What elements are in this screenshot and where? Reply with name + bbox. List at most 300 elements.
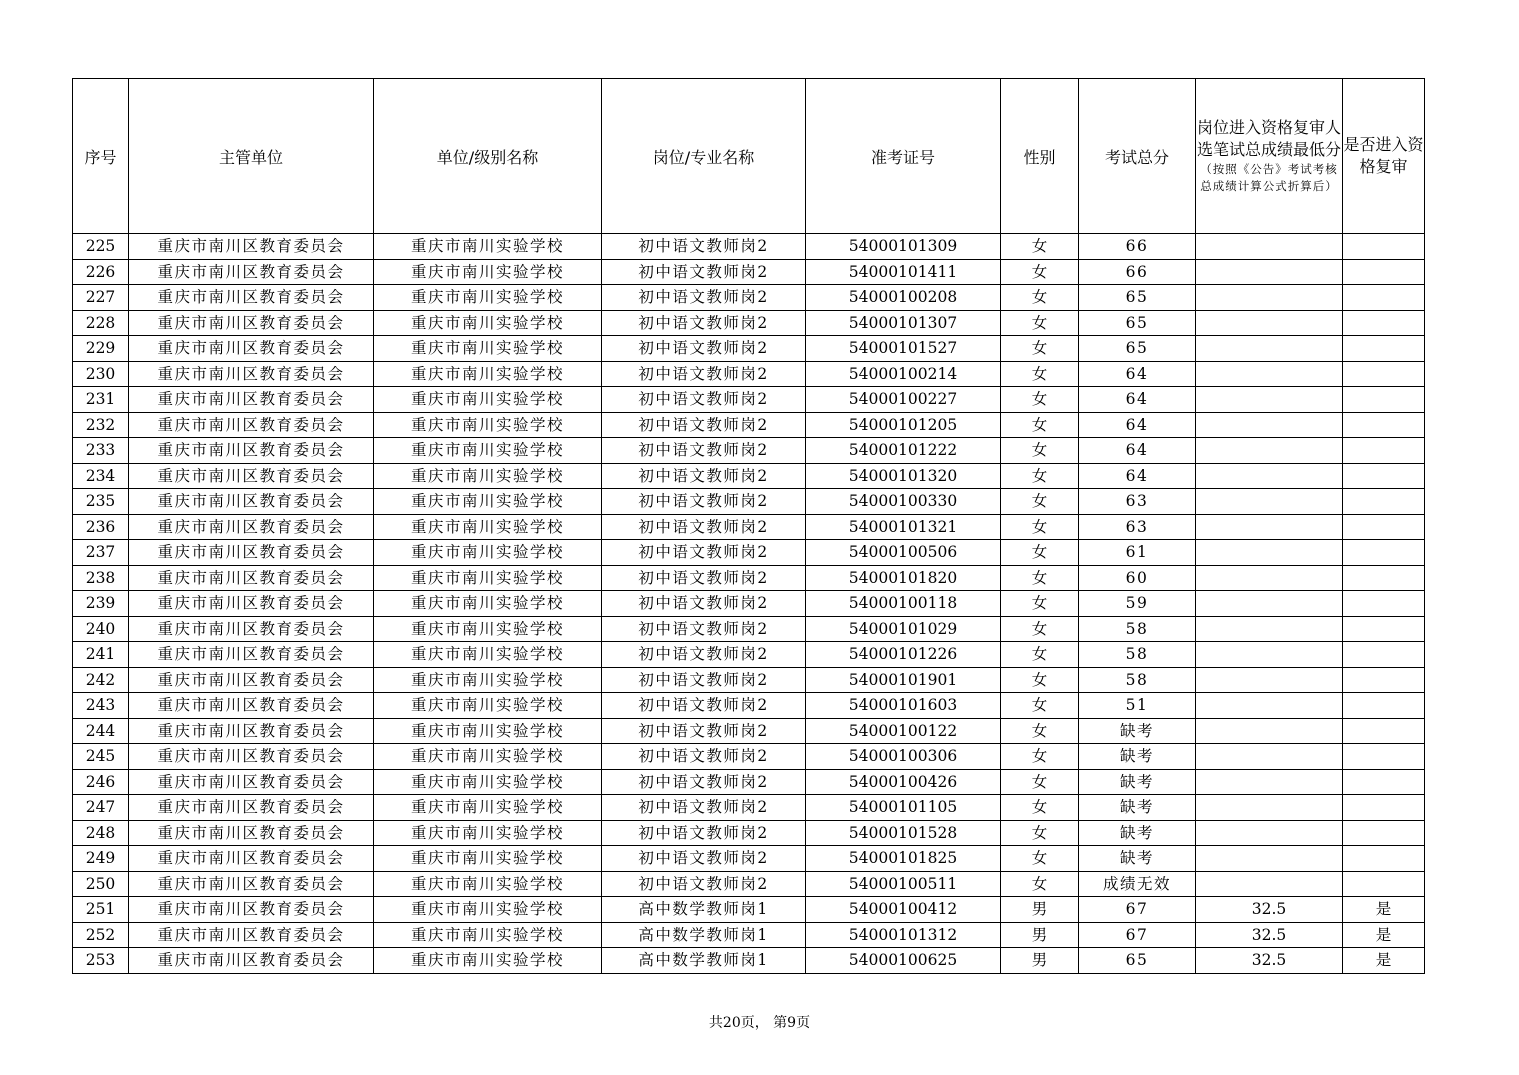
- cell-post: 初中语文教师岗2: [602, 565, 806, 591]
- cell-gender: 女: [1001, 489, 1079, 515]
- cell-score: 64: [1079, 438, 1196, 464]
- cell-post: 初中语文教师岗2: [602, 412, 806, 438]
- cell-gender: 女: [1001, 871, 1079, 897]
- cell-dept: 重庆市南川区教育委员会: [129, 438, 374, 464]
- cell-unit: 重庆市南川实验学校: [374, 718, 602, 744]
- table-row: [73, 693, 1425, 719]
- cell-min-score: [1196, 514, 1343, 540]
- cell-gender: 女: [1001, 667, 1079, 693]
- cell-seq: 244: [73, 718, 129, 744]
- cell-min-score: [1196, 616, 1343, 642]
- table-row: [73, 667, 1425, 693]
- cell-gender: 女: [1001, 285, 1079, 311]
- cell-unit: 重庆市南川实验学校: [374, 744, 602, 770]
- cell-dept: 重庆市南川区教育委员会: [129, 693, 374, 719]
- cell-enter: [1343, 463, 1425, 489]
- cell-gender: 女: [1001, 795, 1079, 821]
- cell-enter: [1343, 616, 1425, 642]
- cell-score: 缺考: [1079, 769, 1196, 795]
- cell-seq: 231: [73, 387, 129, 413]
- table-row: [73, 310, 1425, 336]
- cell-unit: 重庆市南川实验学校: [374, 565, 602, 591]
- cell-min-score: [1196, 565, 1343, 591]
- cell-dept: 重庆市南川区教育委员会: [129, 489, 374, 515]
- cell-dept: 重庆市南川区教育委员会: [129, 234, 374, 260]
- cell-gender: 女: [1001, 565, 1079, 591]
- cell-dept: 重庆市南川区教育委员会: [129, 846, 374, 872]
- cell-enter: [1343, 667, 1425, 693]
- cell-score: 58: [1079, 642, 1196, 668]
- table-row: [73, 642, 1425, 668]
- cell-seq: 226: [73, 259, 129, 285]
- table-row: [73, 616, 1425, 642]
- table-row: [73, 795, 1425, 821]
- cell-post: 初中语文教师岗2: [602, 438, 806, 464]
- cell-ticket: 54000101309: [806, 234, 1001, 260]
- cell-ticket: 54000101307: [806, 310, 1001, 336]
- table-row: [73, 361, 1425, 387]
- cell-post: 初中语文教师岗2: [602, 463, 806, 489]
- cell-post: 初中语文教师岗2: [602, 769, 806, 795]
- cell-enter: [1343, 591, 1425, 617]
- cell-post: 初中语文教师岗2: [602, 310, 806, 336]
- cell-post: 高中数学教师岗1: [602, 897, 806, 923]
- cell-score: 59: [1079, 591, 1196, 617]
- table-row: [73, 591, 1425, 617]
- cell-min-score: [1196, 361, 1343, 387]
- cell-seq: 233: [73, 438, 129, 464]
- table-row: [73, 540, 1425, 566]
- table-row: [73, 387, 1425, 413]
- cell-enter: [1343, 642, 1425, 668]
- cell-min-score: [1196, 387, 1343, 413]
- cell-seq: 236: [73, 514, 129, 540]
- cell-min-score: [1196, 693, 1343, 719]
- table-row: [73, 438, 1425, 464]
- cell-min-score: [1196, 871, 1343, 897]
- cell-post: 高中数学教师岗1: [602, 948, 806, 974]
- cell-min-score: [1196, 438, 1343, 464]
- cell-score: 64: [1079, 412, 1196, 438]
- cell-score: 58: [1079, 616, 1196, 642]
- header-row: [73, 79, 1425, 234]
- cell-score: 缺考: [1079, 846, 1196, 872]
- cell-score: 缺考: [1079, 795, 1196, 821]
- cell-seq: 243: [73, 693, 129, 719]
- cell-post: 初中语文教师岗2: [602, 259, 806, 285]
- cell-ticket: 54000101901: [806, 667, 1001, 693]
- cell-dept: 重庆市南川区教育委员会: [129, 310, 374, 336]
- cell-enter: [1343, 310, 1425, 336]
- cell-score: 67: [1079, 922, 1196, 948]
- cell-score: 51: [1079, 693, 1196, 719]
- cell-dept: 重庆市南川区教育委员会: [129, 463, 374, 489]
- cell-post: 初中语文教师岗2: [602, 846, 806, 872]
- cell-seq: 239: [73, 591, 129, 617]
- cell-dept: 重庆市南川区教育委员会: [129, 591, 374, 617]
- cell-unit: 重庆市南川实验学校: [374, 361, 602, 387]
- cell-score: 61: [1079, 540, 1196, 566]
- cell-dept: 重庆市南川区教育委员会: [129, 387, 374, 413]
- cell-min-score: [1196, 259, 1343, 285]
- cell-post: 初中语文教师岗2: [602, 285, 806, 311]
- cell-enter: [1343, 820, 1425, 846]
- cell-dept: 重庆市南川区教育委员会: [129, 285, 374, 311]
- cell-min-score: [1196, 846, 1343, 872]
- table-row: [73, 412, 1425, 438]
- cell-ticket: 54000101528: [806, 820, 1001, 846]
- cell-unit: 重庆市南川实验学校: [374, 616, 602, 642]
- cell-gender: 女: [1001, 846, 1079, 872]
- cell-ticket: 54000100122: [806, 718, 1001, 744]
- cell-dept: 重庆市南川区教育委员会: [129, 616, 374, 642]
- table-row: [73, 744, 1425, 770]
- table-row: [73, 769, 1425, 795]
- cell-seq: 245: [73, 744, 129, 770]
- cell-post: 初中语文教师岗2: [602, 871, 806, 897]
- cell-unit: 重庆市南川实验学校: [374, 412, 602, 438]
- cell-unit: 重庆市南川实验学校: [374, 438, 602, 464]
- table-row: [73, 948, 1425, 974]
- cell-dept: 重庆市南川区教育委员会: [129, 514, 374, 540]
- cell-post: 初中语文教师岗2: [602, 234, 806, 260]
- cell-dept: 重庆市南川区教育委员会: [129, 744, 374, 770]
- cell-ticket: 54000101312: [806, 922, 1001, 948]
- header-unit: 单位/级别名称: [374, 79, 602, 234]
- cell-seq: 251: [73, 897, 129, 923]
- cell-seq: 249: [73, 846, 129, 872]
- cell-seq: 253: [73, 948, 129, 974]
- cell-gender: 女: [1001, 387, 1079, 413]
- cell-dept: 重庆市南川区教育委员会: [129, 565, 374, 591]
- cell-enter: [1343, 846, 1425, 872]
- cell-ticket: 54000101603: [806, 693, 1001, 719]
- cell-min-score: [1196, 718, 1343, 744]
- cell-ticket: 54000100214: [806, 361, 1001, 387]
- cell-enter: 是: [1343, 897, 1425, 923]
- cell-dept: 重庆市南川区教育委员会: [129, 361, 374, 387]
- cell-enter: [1343, 285, 1425, 311]
- table-row: [73, 820, 1425, 846]
- cell-min-score: [1196, 285, 1343, 311]
- cell-post: 初中语文教师岗2: [602, 718, 806, 744]
- cell-gender: 女: [1001, 540, 1079, 566]
- cell-min-score: [1196, 591, 1343, 617]
- cell-min-score: [1196, 642, 1343, 668]
- cell-dept: 重庆市南川区教育委员会: [129, 871, 374, 897]
- cell-gender: 女: [1001, 744, 1079, 770]
- cell-enter: [1343, 795, 1425, 821]
- cell-seq: 228: [73, 310, 129, 336]
- cell-gender: 女: [1001, 336, 1079, 362]
- cell-gender: 女: [1001, 310, 1079, 336]
- table-row: [73, 285, 1425, 311]
- cell-post: 初中语文教师岗2: [602, 642, 806, 668]
- cell-gender: 女: [1001, 820, 1079, 846]
- table-row: [73, 922, 1425, 948]
- cell-unit: 重庆市南川实验学校: [374, 795, 602, 821]
- cell-post: 初中语文教师岗2: [602, 387, 806, 413]
- page-footer: 共20页， 第9页: [708, 1015, 811, 1031]
- cell-ticket: 54000100330: [806, 489, 1001, 515]
- cell-post: 初中语文教师岗2: [602, 540, 806, 566]
- cell-enter: [1343, 693, 1425, 719]
- cell-min-score: 32.5: [1196, 948, 1343, 974]
- cell-enter: [1343, 744, 1425, 770]
- cell-ticket: 54000101321: [806, 514, 1001, 540]
- cell-score: 65: [1079, 336, 1196, 362]
- cell-score: 66: [1079, 259, 1196, 285]
- header-enter: 是否进入资格复审: [1343, 79, 1425, 234]
- cell-unit: 重庆市南川实验学校: [374, 310, 602, 336]
- cell-score: 67: [1079, 897, 1196, 923]
- cell-enter: [1343, 387, 1425, 413]
- cell-unit: 重庆市南川实验学校: [374, 591, 602, 617]
- score-table: [72, 78, 1425, 974]
- cell-score: 65: [1079, 948, 1196, 974]
- cell-dept: 重庆市南川区教育委员会: [129, 795, 374, 821]
- cell-gender: 女: [1001, 642, 1079, 668]
- cell-unit: 重庆市南川实验学校: [374, 489, 602, 515]
- cell-unit: 重庆市南川实验学校: [374, 820, 602, 846]
- cell-post: 初中语文教师岗2: [602, 693, 806, 719]
- cell-post: 初中语文教师岗2: [602, 744, 806, 770]
- cell-seq: 250: [73, 871, 129, 897]
- cell-enter: [1343, 489, 1425, 515]
- cell-min-score: 32.5: [1196, 897, 1343, 923]
- cell-seq: 232: [73, 412, 129, 438]
- cell-enter: [1343, 540, 1425, 566]
- cell-unit: 重庆市南川实验学校: [374, 514, 602, 540]
- cell-unit: 重庆市南川实验学校: [374, 846, 602, 872]
- cell-unit: 重庆市南川实验学校: [374, 259, 602, 285]
- cell-ticket: 54000101226: [806, 642, 1001, 668]
- cell-score: 65: [1079, 310, 1196, 336]
- table-row: [73, 463, 1425, 489]
- cell-ticket: 54000100118: [806, 591, 1001, 617]
- cell-enter: [1343, 412, 1425, 438]
- cell-dept: 重庆市南川区教育委员会: [129, 718, 374, 744]
- cell-enter: [1343, 234, 1425, 260]
- cell-enter: [1343, 565, 1425, 591]
- cell-seq: 235: [73, 489, 129, 515]
- cell-gender: 女: [1001, 234, 1079, 260]
- cell-unit: 重庆市南川实验学校: [374, 948, 602, 974]
- cell-enter: [1343, 769, 1425, 795]
- header-post: 岗位/专业名称: [602, 79, 806, 234]
- cell-ticket: 54000100426: [806, 769, 1001, 795]
- cell-dept: 重庆市南川区教育委员会: [129, 948, 374, 974]
- header-dept: 主管单位: [129, 79, 374, 234]
- cell-score: 缺考: [1079, 820, 1196, 846]
- cell-ticket: 54000101825: [806, 846, 1001, 872]
- header-gender: 性别: [1001, 79, 1079, 234]
- cell-ticket: 54000100511: [806, 871, 1001, 897]
- cell-enter: [1343, 718, 1425, 744]
- cell-min-score: [1196, 310, 1343, 336]
- cell-ticket: 54000100412: [806, 897, 1001, 923]
- cell-post: 初中语文教师岗2: [602, 514, 806, 540]
- cell-post: 高中数学教师岗1: [602, 922, 806, 948]
- cell-score: 63: [1079, 514, 1196, 540]
- cell-ticket: 54000101320: [806, 463, 1001, 489]
- cell-seq: 242: [73, 667, 129, 693]
- cell-score: 63: [1079, 489, 1196, 515]
- cell-gender: 女: [1001, 769, 1079, 795]
- cell-min-score: [1196, 795, 1343, 821]
- header-min-score: [1196, 79, 1343, 234]
- cell-gender: 女: [1001, 438, 1079, 464]
- cell-unit: 重庆市南川实验学校: [374, 285, 602, 311]
- table-row: [73, 718, 1425, 744]
- cell-dept: 重庆市南川区教育委员会: [129, 642, 374, 668]
- cell-score: 65: [1079, 285, 1196, 311]
- cell-enter: 是: [1343, 922, 1425, 948]
- table-row: [73, 234, 1425, 260]
- table-row: [73, 259, 1425, 285]
- cell-gender: 女: [1001, 463, 1079, 489]
- cell-dept: 重庆市南川区教育委员会: [129, 922, 374, 948]
- cell-ticket: 54000101527: [806, 336, 1001, 362]
- table-row: [73, 514, 1425, 540]
- cell-enter: [1343, 259, 1425, 285]
- cell-min-score: [1196, 744, 1343, 770]
- cell-post: 初中语文教师岗2: [602, 336, 806, 362]
- cell-score: 64: [1079, 463, 1196, 489]
- cell-post: 初中语文教师岗2: [602, 591, 806, 617]
- cell-unit: 重庆市南川实验学校: [374, 769, 602, 795]
- cell-seq: 247: [73, 795, 129, 821]
- header-score: 考试总分: [1079, 79, 1196, 234]
- cell-gender: 女: [1001, 412, 1079, 438]
- header-min-score-note: （按照《公告》考试考核总成绩计算公式折算后）: [1200, 162, 1338, 193]
- table-row: [73, 489, 1425, 515]
- cell-ticket: 54000101029: [806, 616, 1001, 642]
- table-row: [73, 871, 1425, 897]
- cell-unit: 重庆市南川实验学校: [374, 234, 602, 260]
- cell-gender: 男: [1001, 948, 1079, 974]
- cell-min-score: [1196, 769, 1343, 795]
- header-min-score-title: 岗位进入资格复审人选笔试总成绩最低分: [1196, 118, 1341, 159]
- cell-min-score: [1196, 336, 1343, 362]
- cell-seq: 240: [73, 616, 129, 642]
- cell-score: 成绩无效: [1079, 871, 1196, 897]
- cell-gender: 女: [1001, 616, 1079, 642]
- cell-min-score: 32.5: [1196, 922, 1343, 948]
- cell-unit: 重庆市南川实验学校: [374, 336, 602, 362]
- cell-unit: 重庆市南川实验学校: [374, 897, 602, 923]
- cell-seq: 237: [73, 540, 129, 566]
- cell-unit: 重庆市南川实验学校: [374, 387, 602, 413]
- cell-enter: [1343, 514, 1425, 540]
- cell-min-score: [1196, 489, 1343, 515]
- cell-seq: 234: [73, 463, 129, 489]
- cell-dept: 重庆市南川区教育委员会: [129, 336, 374, 362]
- cell-gender: 男: [1001, 922, 1079, 948]
- cell-seq: 241: [73, 642, 129, 668]
- cell-gender: 女: [1001, 591, 1079, 617]
- cell-min-score: [1196, 667, 1343, 693]
- cell-ticket: 54000101222: [806, 438, 1001, 464]
- cell-score: 缺考: [1079, 718, 1196, 744]
- cell-gender: 男: [1001, 897, 1079, 923]
- cell-dept: 重庆市南川区教育委员会: [129, 259, 374, 285]
- cell-seq: 246: [73, 769, 129, 795]
- cell-ticket: 54000101205: [806, 412, 1001, 438]
- cell-post: 初中语文教师岗2: [602, 489, 806, 515]
- cell-enter: 是: [1343, 948, 1425, 974]
- table-row: [73, 897, 1425, 923]
- cell-unit: 重庆市南川实验学校: [374, 463, 602, 489]
- table-row: [73, 565, 1425, 591]
- cell-gender: 女: [1001, 361, 1079, 387]
- cell-gender: 女: [1001, 514, 1079, 540]
- header-seq: 序号: [73, 79, 129, 234]
- cell-enter: [1343, 871, 1425, 897]
- table-body: [73, 234, 1425, 974]
- cell-unit: 重庆市南川实验学校: [374, 922, 602, 948]
- cell-dept: 重庆市南川区教育委员会: [129, 897, 374, 923]
- cell-post: 初中语文教师岗2: [602, 795, 806, 821]
- cell-unit: 重庆市南川实验学校: [374, 693, 602, 719]
- cell-score: 58: [1079, 667, 1196, 693]
- cell-ticket: 54000101411: [806, 259, 1001, 285]
- cell-enter: [1343, 361, 1425, 387]
- cell-seq: 248: [73, 820, 129, 846]
- cell-dept: 重庆市南川区教育委员会: [129, 412, 374, 438]
- cell-min-score: [1196, 463, 1343, 489]
- cell-dept: 重庆市南川区教育委员会: [129, 667, 374, 693]
- cell-seq: 230: [73, 361, 129, 387]
- header-ticket: 准考证号: [806, 79, 1001, 234]
- cell-seq: 229: [73, 336, 129, 362]
- table-row: [73, 846, 1425, 872]
- cell-post: 初中语文教师岗2: [602, 616, 806, 642]
- cell-ticket: 54000100227: [806, 387, 1001, 413]
- cell-score: 缺考: [1079, 744, 1196, 770]
- cell-post: 初中语文教师岗2: [602, 361, 806, 387]
- cell-ticket: 54000100625: [806, 948, 1001, 974]
- cell-ticket: 54000101820: [806, 565, 1001, 591]
- table-row: [73, 336, 1425, 362]
- cell-unit: 重庆市南川实验学校: [374, 667, 602, 693]
- cell-unit: 重庆市南川实验学校: [374, 540, 602, 566]
- cell-unit: 重庆市南川实验学校: [374, 642, 602, 668]
- cell-post: 初中语文教师岗2: [602, 820, 806, 846]
- cell-min-score: [1196, 234, 1343, 260]
- cell-post: 初中语文教师岗2: [602, 667, 806, 693]
- cell-min-score: [1196, 540, 1343, 566]
- cell-dept: 重庆市南川区教育委员会: [129, 820, 374, 846]
- cell-ticket: 54000100506: [806, 540, 1001, 566]
- cell-score: 60: [1079, 565, 1196, 591]
- cell-unit: 重庆市南川实验学校: [374, 871, 602, 897]
- cell-dept: 重庆市南川区教育委员会: [129, 769, 374, 795]
- cell-seq: 238: [73, 565, 129, 591]
- cell-ticket: 54000100208: [806, 285, 1001, 311]
- cell-score: 64: [1079, 387, 1196, 413]
- cell-ticket: 54000101105: [806, 795, 1001, 821]
- cell-gender: 女: [1001, 259, 1079, 285]
- cell-min-score: [1196, 820, 1343, 846]
- cell-seq: 225: [73, 234, 129, 260]
- cell-dept: 重庆市南川区教育委员会: [129, 540, 374, 566]
- cell-seq: 227: [73, 285, 129, 311]
- cell-ticket: 54000100306: [806, 744, 1001, 770]
- cell-seq: 252: [73, 922, 129, 948]
- cell-min-score: [1196, 412, 1343, 438]
- cell-score: 66: [1079, 234, 1196, 260]
